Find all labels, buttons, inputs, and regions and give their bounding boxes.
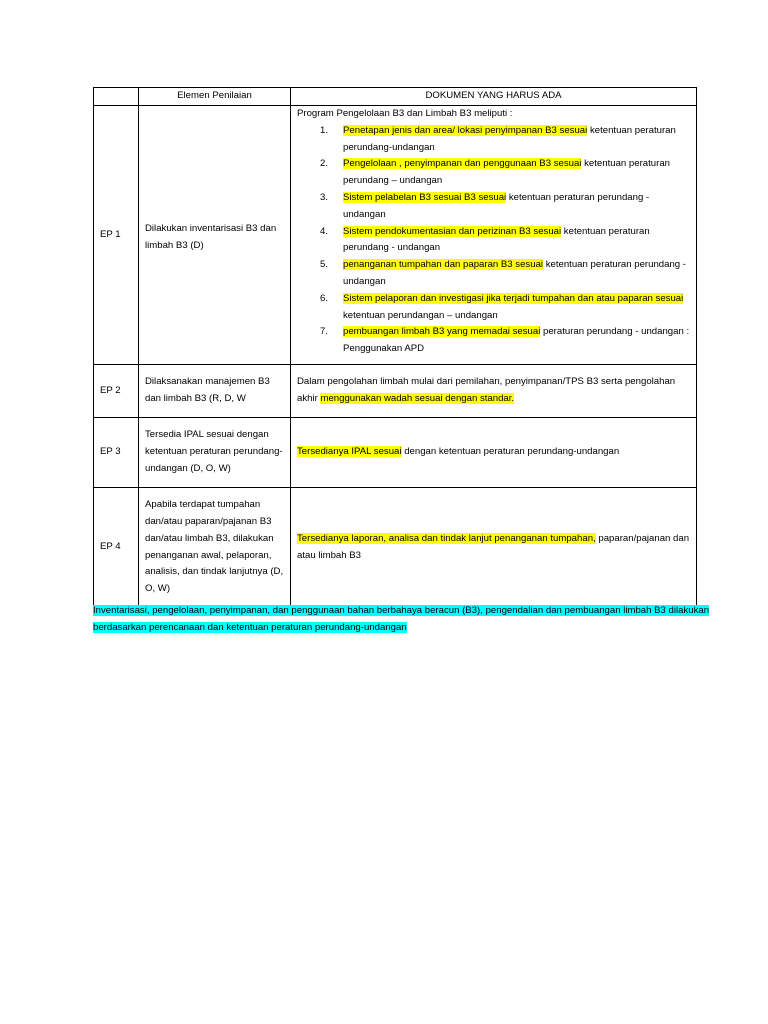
list-text: peraturan perundang - undangan : Penggunakan APD (343, 326, 690, 355)
elemen-penilaian: Tersedia IPAL sesuai dengan ketentuan peraturan perundang-undangan (D, O, W) (139, 418, 291, 488)
list-number: 5. (320, 259, 329, 271)
highlighted-text: Sistem pendokumentasian dan perizinan B3 sesuai (343, 225, 562, 237)
table-row (94, 418, 697, 488)
list-number: 2. (320, 158, 329, 170)
highlighted-text: Sistem pelaporan dan investigasi jika terjadi tumpahan dan atau paparan sesuai (343, 292, 684, 304)
ep-label: EP 3 (94, 418, 139, 488)
dokumen-cell (291, 106, 697, 365)
highlighted-text: penanganan tumpahan dan paparan B3 sesuai (343, 259, 544, 271)
list-number: 3. (320, 191, 329, 203)
header-ep (94, 88, 139, 106)
ep-label: EP 1 (94, 106, 139, 365)
dokumen-text: dengan ketentuan peraturan perundang-undangan (401, 446, 620, 458)
elemen-penilaian: Dilakukan inventarisasi B3 dan limbah B3 (D) (139, 106, 291, 365)
list-text: ketentuan perundangan – undangan (343, 309, 498, 321)
dokumen-cell (291, 488, 697, 608)
list-text: ketentuan peraturan perundang - undangan (343, 225, 650, 254)
highlighted-text: Tersedianya IPAL sesuai (297, 446, 402, 458)
highlighted-text: Penetapan jenis dan area/ lokasi penyimpanan B3 sesuai (343, 124, 588, 136)
list-item (297, 123, 690, 157)
highlighted-text: menggunakan wadah sesuai dengan standar. (320, 393, 515, 404)
highlighted-text: Tersedianya laporan, analisa dan tindak lanjut penanganan tumpahan, (297, 532, 596, 544)
table-row (94, 106, 697, 365)
highlighted-footnote-text: Inventarisasi, pengelolaan, penyimpanan, dan penggunaan bahan berbahaya beracun (B3), pengendalian dan pembuangan limbah B3 dilakukan berdasarkan perencanaan dan ketentuan peraturan perundang-undangan (93, 605, 710, 633)
dokumen-text: Dalam pengolahan limbah mulai dari pemilahan, penyimpanan/TPS B3 serta pengolahan akhir (297, 376, 676, 404)
list-number: 1. (320, 124, 329, 136)
list-item (297, 224, 690, 258)
list-number: 6. (320, 292, 329, 304)
ep-label: EP 2 (94, 365, 139, 418)
header-elemen-penilaian: Elemen Penilaian (139, 88, 291, 106)
list-text: ketentuan peraturan perundang - undangan (343, 259, 686, 287)
table-row (94, 488, 697, 608)
list-item (297, 156, 690, 190)
list-number: 7. (320, 326, 329, 338)
list-text: ketentuan peraturan perundang-undangan (343, 124, 676, 153)
list-item (297, 291, 690, 325)
program-list (297, 123, 690, 358)
dokumen-cell (291, 365, 697, 418)
highlighted-text: Pengelolaan , penyimpanan dan penggunaan B3 sesuai (343, 158, 582, 170)
table-header-row (94, 88, 697, 106)
highlighted-text: pembuangan limbah B3 yang memadai sesuai (343, 326, 541, 338)
list-text: ketentuan peraturan perundang - undangan (343, 191, 650, 220)
elemen-penilaian: Dilaksanakan manajemen B3 dan limbah B3 (R, D, W (139, 365, 291, 418)
table-row (94, 365, 697, 418)
dokumen-cell (291, 418, 697, 488)
list-item (297, 190, 690, 224)
list-text: ketentuan peraturan perundang – undangan (343, 158, 670, 187)
highlighted-text: Sistem pelabelan B3 sesuai B3 sesuai (343, 191, 507, 203)
list-item (297, 257, 690, 291)
header-dokumen: DOKUMEN YANG HARUS ADA (291, 88, 697, 106)
assessment-table (93, 87, 697, 608)
program-intro: Program Pengelolaan B3 dan Limbah B3 meliputi : (297, 108, 513, 119)
list-item (297, 324, 690, 358)
standard-footnote (93, 602, 713, 636)
elemen-penilaian: Apabila terdapat tumpahan dan/atau paparan/pajanan B3 dan/atau limbah B3, dilakukan penanganan awal, pelaporan, analisis, dan tindak lanjutnya (D, O, W) (139, 488, 291, 608)
ep-label: EP 4 (94, 488, 139, 608)
dokumen-text: paparan/pajanan dan atau limbah B3 (297, 532, 690, 561)
list-number: 4. (320, 225, 329, 237)
